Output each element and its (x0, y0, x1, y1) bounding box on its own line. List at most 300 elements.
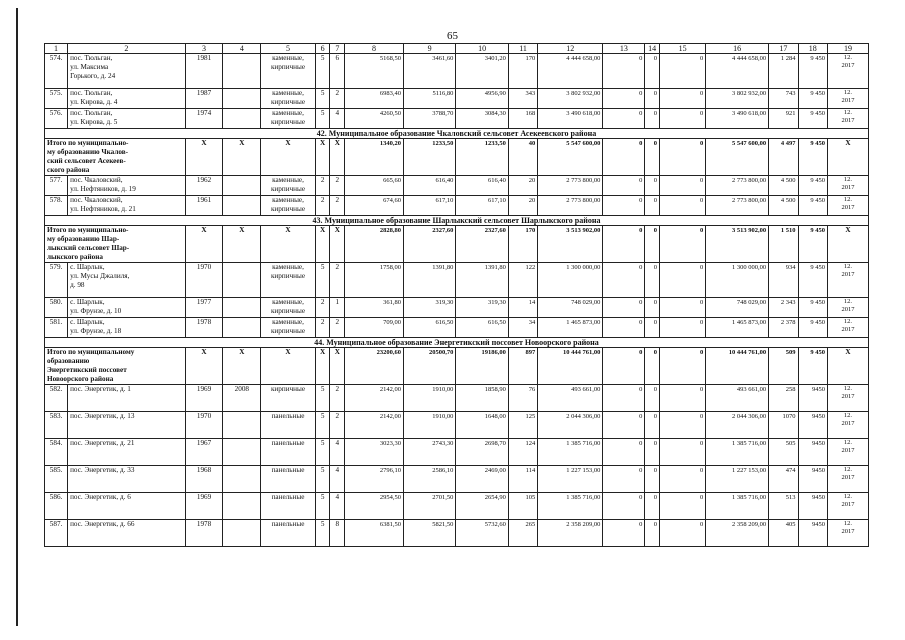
table-cell: 0 (660, 348, 706, 385)
table-cell: 0 (645, 439, 660, 466)
table-cell: 2327,60 (456, 226, 508, 263)
table-cell: 12. 2017 (827, 412, 868, 439)
table-cell: панельные (261, 520, 316, 547)
table-cell: 2469,00 (456, 466, 508, 493)
table-cell: 9 450 (798, 226, 827, 263)
table-cell: 0 (660, 466, 706, 493)
table-cell: 5 (315, 520, 330, 547)
table-cell: 9450 (798, 493, 827, 520)
table-row (45, 318, 869, 338)
table-cell: панельные (261, 439, 316, 466)
table-cell: 0 (645, 466, 660, 493)
table-cell: 9450 (798, 385, 827, 412)
table-cell: 0 (603, 109, 645, 129)
table-cell: 5821,50 (403, 520, 455, 547)
table-cell: 4 (330, 109, 345, 129)
table-cell: 0 (645, 89, 660, 109)
table-cell: 709,00 (345, 318, 404, 338)
table-cell: 3 490 618,00 (538, 109, 603, 129)
table-cell: 1648,00 (456, 412, 508, 439)
table-cell: 9 450 (798, 139, 827, 176)
table-cell: 1391,80 (456, 263, 508, 298)
table-cell: 2586,10 (403, 466, 455, 493)
table-cell: 2 773 800,00 (538, 196, 603, 216)
table-cell: 743 (769, 89, 798, 109)
table-cell: 1910,00 (403, 385, 455, 412)
section-header-row (45, 338, 869, 348)
table-cell: X (827, 139, 868, 176)
table-cell (223, 263, 261, 298)
table-cell: 2828,80 (345, 226, 404, 263)
column-header: 13 (603, 44, 645, 54)
table-row (45, 439, 869, 466)
table-cell: 3 802 932,00 (706, 89, 769, 109)
table-cell: пос. Энергетик, д. 21 (68, 439, 186, 466)
table-cell: 5116,80 (403, 89, 455, 109)
table-cell: 1977 (185, 298, 223, 318)
table-cell: 5 (315, 54, 330, 89)
table-cell: 0 (660, 139, 706, 176)
table-cell: 12. 2017 (827, 493, 868, 520)
table-cell: 2954,50 (345, 493, 404, 520)
table-cell: 5 (315, 493, 330, 520)
table-cell: 1 385 716,00 (538, 493, 603, 520)
table-cell: 34 (508, 318, 537, 338)
table-row (45, 493, 869, 520)
table-cell: 10 444 761,00 (538, 348, 603, 385)
table-cell: кирпичные (261, 385, 316, 412)
column-header: 15 (660, 44, 706, 54)
table-cell: 2698,70 (456, 439, 508, 466)
table-cell: 76 (508, 385, 537, 412)
table-cell: 2 773 800,00 (706, 176, 769, 196)
section-header-row (45, 129, 869, 139)
table-cell: 581. (45, 318, 68, 338)
table-cell: 0 (660, 54, 706, 89)
table-cell: 0 (660, 89, 706, 109)
table-cell: 0 (660, 318, 706, 338)
table-cell: 616,50 (456, 318, 508, 338)
column-header: 7 (330, 44, 345, 54)
table-cell: 574. (45, 54, 68, 89)
table-cell: каменные, кирпичные (261, 89, 316, 109)
total-row (45, 139, 869, 176)
table-cell: 0 (645, 348, 660, 385)
table-cell: 578. (45, 196, 68, 216)
table-cell: 3461,60 (403, 54, 455, 89)
table-cell: 586. (45, 493, 68, 520)
table-cell: 9 450 (798, 176, 827, 196)
table-cell: X (315, 226, 330, 263)
table-cell: 2 (315, 176, 330, 196)
table-cell: 2 044 306,00 (538, 412, 603, 439)
table-cell: 14 (508, 298, 537, 318)
table-cell: 343 (508, 89, 537, 109)
table-cell: 5 (315, 385, 330, 412)
table-cell: 748 029,00 (706, 298, 769, 318)
table-cell: пос. Тюльган, ул. Кирова, д. 5 (68, 109, 186, 129)
table-cell: 20 (508, 196, 537, 216)
table-cell: X (223, 348, 261, 385)
table-cell: 921 (769, 109, 798, 129)
table-cell: каменные, кирпичные (261, 318, 316, 338)
table-cell: 4 444 658,00 (706, 54, 769, 89)
table-cell: 1858,90 (456, 385, 508, 412)
table-cell: 0 (645, 298, 660, 318)
table-cell (223, 520, 261, 547)
table-cell: 5 (315, 412, 330, 439)
table-cell: 4 (330, 493, 345, 520)
table-cell (223, 109, 261, 129)
table-cell: 6381,50 (345, 520, 404, 547)
table-cell: каменные, кирпичные (261, 298, 316, 318)
total-row (45, 226, 869, 263)
table-cell: 0 (645, 493, 660, 520)
table-cell: 361,80 (345, 298, 404, 318)
table-cell: каменные, кирпичные (261, 196, 316, 216)
table-cell: пос. Тюльган, ул. Кирова, д. 4 (68, 89, 186, 109)
table-cell: каменные, кирпичные (261, 176, 316, 196)
table-cell: 584. (45, 439, 68, 466)
table-cell: 0 (603, 139, 645, 176)
table-cell: 1 465 873,00 (706, 318, 769, 338)
table-cell: 125 (508, 412, 537, 439)
table-cell: 3084,30 (456, 109, 508, 129)
table-cell (223, 54, 261, 89)
table-cell (223, 89, 261, 109)
table-cell: 40 (508, 139, 537, 176)
table-cell: 674,60 (345, 196, 404, 216)
table-cell: 1 385 716,00 (538, 439, 603, 466)
table-cell: 474 (769, 466, 798, 493)
table-cell: 0 (645, 196, 660, 216)
table-cell: 4 444 658,00 (538, 54, 603, 89)
table-cell: 19186,00 (456, 348, 508, 385)
table-cell: 2 (315, 318, 330, 338)
table-cell: 0 (603, 493, 645, 520)
table-cell: X (261, 226, 316, 263)
table-row (45, 520, 869, 547)
table-cell: 3 490 618,00 (706, 109, 769, 129)
total-label: Итого по муниципально- му образованию Чкалов- ский сельсовет Асекеев- ского района (45, 139, 186, 176)
table-cell: 12. 2017 (827, 385, 868, 412)
table-cell: 1 300 000,00 (706, 263, 769, 298)
section-header-row (45, 216, 869, 226)
table-cell: 0 (660, 520, 706, 547)
table-cell: 0 (660, 226, 706, 263)
table-cell: 170 (508, 226, 537, 263)
table-cell: 587. (45, 520, 68, 547)
column-header: 12 (538, 44, 603, 54)
table-cell: X (827, 226, 868, 263)
table-cell: 4956,90 (456, 89, 508, 109)
table-cell: 2 (330, 176, 345, 196)
table-cell (223, 176, 261, 196)
table-cell: 2 044 306,00 (706, 412, 769, 439)
table-cell: 582. (45, 385, 68, 412)
table-cell: 1 385 716,00 (706, 439, 769, 466)
table-cell: 0 (645, 176, 660, 196)
table-cell: панельные (261, 466, 316, 493)
column-header: 6 (315, 44, 330, 54)
table-cell: 2 (330, 385, 345, 412)
table-cell: 12. 2017 (827, 298, 868, 318)
table-cell: 1 385 716,00 (706, 493, 769, 520)
table-cell: 0 (603, 348, 645, 385)
table-cell: 2 358 209,00 (538, 520, 603, 547)
table-cell: 748 029,00 (538, 298, 603, 318)
table-cell: 114 (508, 466, 537, 493)
table-cell: X (185, 139, 223, 176)
table-cell: 665,60 (345, 176, 404, 196)
table-cell: 5 (315, 263, 330, 298)
table-cell: 1967 (185, 439, 223, 466)
table-cell: 0 (645, 226, 660, 263)
column-header: 1 (45, 44, 68, 54)
table-cell: 577. (45, 176, 68, 196)
table-cell: пос. Энергетик, д. 6 (68, 493, 186, 520)
table-cell: 9450 (798, 439, 827, 466)
table-cell: X (185, 226, 223, 263)
table-cell: X (330, 348, 345, 385)
table-cell: пос. Энергетик, д. 13 (68, 412, 186, 439)
column-header: 10 (456, 44, 508, 54)
table-cell: 1 227 153,00 (538, 466, 603, 493)
table-cell: 1968 (185, 466, 223, 493)
table-cell: пос. Энергетик, д. 33 (68, 466, 186, 493)
table-cell: 1970 (185, 412, 223, 439)
table-row (45, 385, 869, 412)
table-cell: 1070 (769, 412, 798, 439)
table-cell: X (261, 139, 316, 176)
table-cell: 23200,60 (345, 348, 404, 385)
table-cell: 0 (645, 385, 660, 412)
table-cell: 1233,50 (403, 139, 455, 176)
table-cell: 12. 2017 (827, 466, 868, 493)
table-cell: с. Шарлык, ул. Фрунзе, д. 18 (68, 318, 186, 338)
table-cell: 4260,50 (345, 109, 404, 129)
table-cell: 2 378 (769, 318, 798, 338)
page-binding-line (16, 8, 18, 626)
section-title: 42. Муниципальное образование Чкаловский сельсовет Асекеевского района (45, 129, 869, 139)
table-cell: пос. Чкаловский, ул. Нефтяников, д. 19 (68, 176, 186, 196)
table-cell: каменные, кирпичные (261, 54, 316, 89)
table-cell: 0 (660, 263, 706, 298)
table-cell: 20500,70 (403, 348, 455, 385)
table-row (45, 89, 869, 109)
total-label: Итого по муниципальному образованию Энергетикский поссовет Новоорского района (45, 348, 186, 385)
table-cell: X (261, 348, 316, 385)
table-cell: 616,50 (403, 318, 455, 338)
table-cell: 8 (330, 520, 345, 547)
table-cell (223, 196, 261, 216)
table-cell: 2 (330, 318, 345, 338)
table-row (45, 466, 869, 493)
table-cell: 1233,50 (456, 139, 508, 176)
table-cell: 2142,00 (345, 412, 404, 439)
table-cell (223, 318, 261, 338)
table-cell: 934 (769, 263, 798, 298)
column-header: 3 (185, 44, 223, 54)
column-header: 2 (68, 44, 186, 54)
table-row (45, 263, 869, 298)
table-cell: 405 (769, 520, 798, 547)
table-cell: 2701,50 (403, 493, 455, 520)
table-cell: 616,40 (456, 176, 508, 196)
table-cell: 12. 2017 (827, 520, 868, 547)
table-cell: 0 (603, 196, 645, 216)
table-cell: 2 343 (769, 298, 798, 318)
table-cell: 1 227 153,00 (706, 466, 769, 493)
table-cell: 493 661,00 (706, 385, 769, 412)
table-cell: 6 (330, 54, 345, 89)
table-cell: 0 (645, 109, 660, 129)
table-cell: 12. 2017 (827, 318, 868, 338)
table-cell: 575. (45, 89, 68, 109)
table-cell: 319,30 (403, 298, 455, 318)
table-cell: 1910,00 (403, 412, 455, 439)
table-cell: 2 773 800,00 (538, 176, 603, 196)
table-cell: 9 450 (798, 263, 827, 298)
table-cell: 2 (330, 263, 345, 298)
table-cell: 0 (603, 318, 645, 338)
table-cell: 580. (45, 298, 68, 318)
table-cell: 3023,30 (345, 439, 404, 466)
table-cell: каменные, кирпичные (261, 109, 316, 129)
column-header: 18 (798, 44, 827, 54)
column-header: 8 (345, 44, 404, 54)
table-cell: пос. Тюльган, ул. Максима Горького, д. 24 (68, 54, 186, 89)
table-cell: 9450 (798, 412, 827, 439)
table-cell: 0 (660, 439, 706, 466)
table-cell: 1969 (185, 385, 223, 412)
table-cell: X (185, 348, 223, 385)
table-row (45, 176, 869, 196)
column-header: 19 (827, 44, 868, 54)
table-cell: 9 450 (798, 298, 827, 318)
table-cell: 5168,50 (345, 54, 404, 89)
table-cell: 1391,80 (403, 263, 455, 298)
table-row (45, 298, 869, 318)
table-cell: панельные (261, 493, 316, 520)
table-cell: 0 (603, 385, 645, 412)
table-cell: X (330, 226, 345, 263)
column-header: 11 (508, 44, 537, 54)
table-row (45, 412, 869, 439)
table-cell: 1758,00 (345, 263, 404, 298)
table-cell: 9450 (798, 520, 827, 547)
section-title: 43. Муниципальное образование Шарлыкский сельсовет Шарлыкского района (45, 216, 869, 226)
table-cell: 2654,90 (456, 493, 508, 520)
table-cell: 2 773 800,00 (706, 196, 769, 216)
table-cell: 0 (660, 298, 706, 318)
table-cell: 0 (603, 176, 645, 196)
table-cell: X (330, 139, 345, 176)
table-cell: 0 (603, 439, 645, 466)
table-cell: 12. 2017 (827, 176, 868, 196)
table-cell: 12. 2017 (827, 196, 868, 216)
table-cell: 20 (508, 176, 537, 196)
table-cell: 1974 (185, 109, 223, 129)
table-cell: 0 (660, 412, 706, 439)
table-cell: каменные, кирпичные (261, 263, 316, 298)
table-cell: X (223, 226, 261, 263)
page-number: 65 (447, 30, 458, 42)
table-cell: 2 (330, 89, 345, 109)
table-cell: 1978 (185, 318, 223, 338)
table-cell: 616,40 (403, 176, 455, 196)
table-cell: 576. (45, 109, 68, 129)
table-cell: 0 (660, 493, 706, 520)
column-header: 17 (769, 44, 798, 54)
table-cell (223, 493, 261, 520)
table-cell: панельные (261, 412, 316, 439)
housing-table (44, 43, 869, 547)
table-cell: 0 (603, 226, 645, 263)
table-cell: 583. (45, 412, 68, 439)
table-cell: 4 (330, 439, 345, 466)
table-cell: 1961 (185, 196, 223, 216)
table-cell: пос. Энергетик, д. 66 (68, 520, 186, 547)
table-cell: 0 (660, 176, 706, 196)
table-cell: 0 (603, 263, 645, 298)
table-cell: 505 (769, 439, 798, 466)
table-cell: 5 (315, 109, 330, 129)
table-header-row (45, 44, 869, 54)
table-cell: 2743,30 (403, 439, 455, 466)
table-cell: 9 450 (798, 89, 827, 109)
table-cell: 9 450 (798, 109, 827, 129)
table-cell: 124 (508, 439, 537, 466)
table-cell: 0 (603, 89, 645, 109)
column-header: 16 (706, 44, 769, 54)
table-cell: 4 (330, 466, 345, 493)
table-cell: 1 300 000,00 (538, 263, 603, 298)
table-cell: 4 500 (769, 176, 798, 196)
table-cell: 0 (660, 109, 706, 129)
column-header: 5 (261, 44, 316, 54)
table-cell: 1978 (185, 520, 223, 547)
table-cell: 0 (645, 139, 660, 176)
table-cell: X (315, 348, 330, 385)
table-cell: 0 (603, 298, 645, 318)
table-cell: пос. Чкаловский, ул. Нефтяников, д. 21 (68, 196, 186, 216)
table-cell: X (223, 139, 261, 176)
table-cell: 105 (508, 493, 537, 520)
table-cell: 897 (508, 348, 537, 385)
table-cell: 4 497 (769, 139, 798, 176)
table-row (45, 196, 869, 216)
section-title: 44. Муниципальное образование Энергетикский поссовет Новоорского района (45, 338, 869, 348)
table-cell: 3401,20 (456, 54, 508, 89)
table-cell: 2 (315, 196, 330, 216)
table-cell: 2 (315, 298, 330, 318)
table-row (45, 54, 869, 89)
table-cell: 9 450 (798, 54, 827, 89)
table-cell: 9 450 (798, 196, 827, 216)
table-cell: 0 (603, 520, 645, 547)
table-cell: 258 (769, 385, 798, 412)
table-cell: 6983,40 (345, 89, 404, 109)
table-cell: 1 465 873,00 (538, 318, 603, 338)
table-cell: 4 500 (769, 196, 798, 216)
table-cell (223, 439, 261, 466)
table-cell: 12. 2017 (827, 89, 868, 109)
table-cell: 3 513 902,00 (706, 226, 769, 263)
table-cell: 0 (645, 263, 660, 298)
table-cell: с. Шарлык, ул. Мусы Джалиля, д. 98 (68, 263, 186, 298)
table-cell: 0 (660, 196, 706, 216)
